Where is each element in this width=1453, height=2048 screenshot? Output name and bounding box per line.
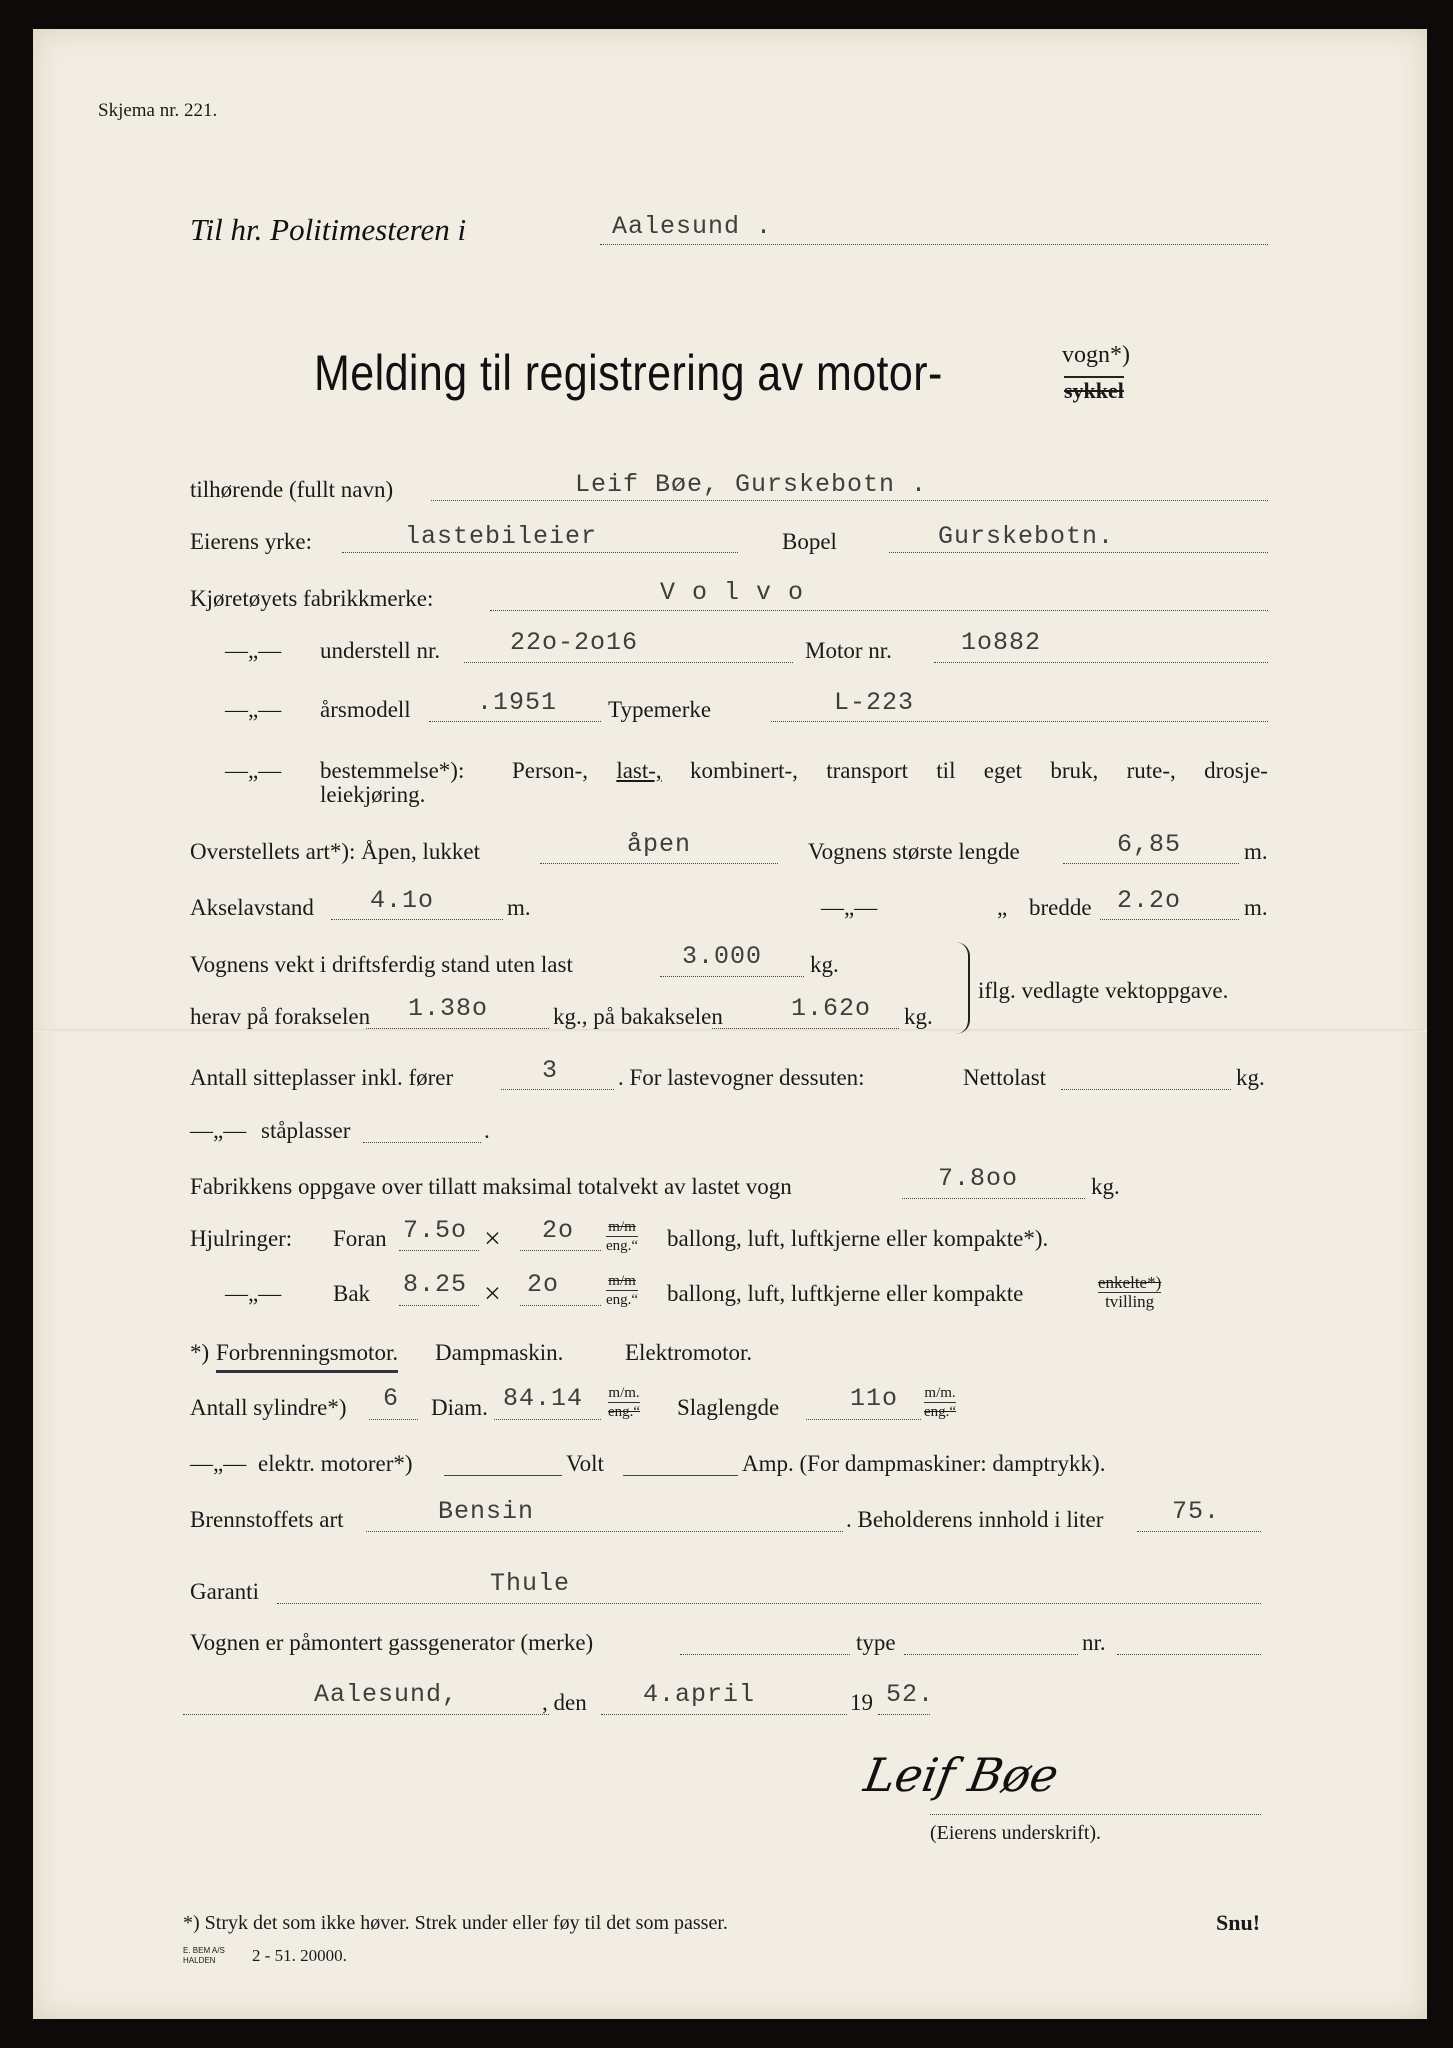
field-line — [904, 1654, 1078, 1655]
width-value: 2.2o — [1117, 886, 1182, 915]
unit-m: m. — [507, 895, 531, 920]
ditto-mark: —„— — [225, 1281, 282, 1306]
year-label: årsmodell — [320, 697, 411, 722]
amp-label: Amp. (For dampmaskiner: damptrykk). — [742, 1451, 1106, 1476]
type-value: L-223 — [834, 688, 915, 717]
field-line — [342, 552, 738, 553]
unit-mm: m/m — [606, 1272, 638, 1291]
unit-mm: m/m. — [608, 1385, 640, 1401]
purpose-option: rute-, — [1126, 758, 1176, 783]
unit-kg: kg. — [1236, 1065, 1265, 1090]
purpose-option: eget — [983, 758, 1023, 783]
volt-label: Volt — [566, 1451, 604, 1476]
printer-mark — [183, 1946, 225, 1966]
printer-name: E. BEM A/S — [183, 1946, 225, 1955]
field-line — [277, 1603, 1261, 1604]
stroke-unit-fraction — [924, 1384, 956, 1421]
unit-m: m. — [1244, 895, 1268, 920]
century: 19 — [850, 1690, 873, 1715]
gas-generator-label: Vognen er påmontert gassgenerator (merke) — [190, 1630, 594, 1655]
make-value: V o l v o — [660, 578, 805, 607]
residence-value: Gurskebotn. — [938, 522, 1115, 551]
field-line — [399, 1250, 479, 1251]
purpose-option: til — [936, 758, 956, 783]
times-sign: × — [484, 1277, 501, 1310]
unit-inch: eng.“ — [608, 1404, 641, 1420]
signing-place: Aalesund, — [314, 1680, 459, 1709]
year-value: .1951 — [477, 688, 558, 717]
field-line — [660, 976, 804, 977]
motor-label: Motor nr. — [805, 638, 892, 663]
signing-date: 4.april — [643, 1680, 756, 1709]
mount-single: enkelte*) — [1098, 1273, 1162, 1292]
type-label: Typemerke — [608, 697, 712, 722]
print-info: 2 - 51. 20000. — [252, 1946, 347, 1965]
cylinders-value: 6 — [383, 1384, 400, 1413]
purpose-option: transport — [826, 758, 908, 783]
occupation-value: lastebileier — [405, 522, 598, 551]
engine-option-steam: Dampmaskin. — [435, 1340, 564, 1365]
footnote: *) Stryk det som ikke høver. Strek under eller føy til det som passer. — [183, 1912, 728, 1934]
field-line — [363, 1142, 481, 1143]
wheelbase-label: Akselavstand — [190, 895, 314, 920]
rear-tire-label: Bak — [333, 1281, 371, 1306]
unit-inch: eng.“ — [606, 1292, 639, 1308]
tank-label: . Beholderens innhold i liter — [846, 1507, 1104, 1532]
signature-line — [930, 1814, 1261, 1815]
ditto-mark: —„— — [225, 758, 282, 783]
unit-kg: kg. — [810, 952, 839, 977]
gas-nr-label: nr. — [1082, 1630, 1106, 1655]
field-line — [902, 1198, 1085, 1199]
title-option-sykkel: sykkel — [1064, 378, 1124, 403]
unit-inch: eng.“ — [924, 1404, 957, 1420]
gas-type-label: type — [856, 1630, 896, 1655]
max-weight-label: Fabrikkens oppgave over tillatt maksimal totalvekt av lastet vogn — [190, 1174, 792, 1199]
field-line — [429, 721, 601, 722]
field-line — [889, 552, 1268, 553]
cargo-label: . For lastevogner dessuten: — [618, 1065, 865, 1090]
field-line — [520, 1250, 601, 1251]
field-line — [1117, 1654, 1261, 1655]
field-line — [501, 1089, 614, 1090]
field-line — [399, 1305, 479, 1306]
ditto-mark: —„— — [821, 895, 878, 920]
field-line — [369, 1419, 418, 1420]
front-rim: 2o — [542, 1216, 575, 1245]
diameter-unit-fraction — [608, 1384, 640, 1421]
wheelbase-value: 4.1o — [370, 886, 435, 915]
make-label: Kjøretøyets fabrikkmerke: — [190, 586, 434, 611]
motor-value: 1o882 — [961, 628, 1042, 657]
signature-label: (Eierens underskrift). — [930, 1822, 1102, 1844]
fuel-label: Brennstoffets art — [190, 1507, 344, 1532]
guarantee-value: Thule — [490, 1569, 571, 1598]
stroke-label: Slaglengde — [677, 1395, 780, 1420]
turn-over-note: Snu! — [1216, 1910, 1261, 1935]
seats-label: Antall sitteplasser inkl. fører — [190, 1065, 454, 1090]
mount-twin: tvilling — [1105, 1292, 1155, 1311]
field-line — [540, 863, 778, 864]
purpose-label: bestemmelse*): — [320, 758, 465, 783]
purpose-options — [512, 758, 1268, 784]
printer-city: HALDEN — [183, 1956, 216, 1965]
unit-m: m. — [1244, 839, 1268, 864]
rear-tire-types: ballong, luft, luftkjerne eller kompakte — [667, 1281, 1024, 1306]
front-tire-types: ballong, luft, luftkjerne eller kompakte*). — [667, 1226, 1049, 1251]
unit-mm: m/m — [606, 1218, 638, 1237]
fuel-value: Bensin — [438, 1497, 535, 1526]
field-line — [771, 721, 1268, 722]
tire-unit-fraction — [606, 1218, 638, 1255]
diameter-label: Diam. — [431, 1395, 488, 1420]
unit-kg: kg. — [1091, 1174, 1120, 1199]
addressee-line — [600, 244, 1268, 245]
owner-signature: Leif Bøe — [860, 1748, 1063, 1802]
owner-name-value: Leif Bøe, Gurskebotn . — [575, 470, 928, 499]
field-line — [1137, 1531, 1261, 1532]
front-axle-value: 1.38o — [408, 994, 489, 1023]
field-line — [878, 1714, 930, 1715]
field-line — [183, 1714, 549, 1715]
ditto-mark: —„— — [225, 638, 282, 663]
body-label: Overstellets art*): Åpen, lukket — [190, 839, 480, 864]
cylinders-label: Antall sylindre*) — [190, 1395, 347, 1420]
residence-label: Bopel — [782, 529, 837, 554]
rear-axle-value: 1.62o — [791, 994, 872, 1023]
purpose-option: kombinert-, — [689, 758, 798, 783]
field-line — [1063, 863, 1239, 864]
length-label: Vognens største lengde — [808, 839, 1020, 864]
weight-value: 3.000 — [682, 942, 763, 971]
mount-fraction — [1098, 1274, 1161, 1311]
brace — [954, 942, 970, 1034]
field-line — [331, 919, 503, 920]
field-line — [601, 1714, 847, 1715]
rear-tire-width: 8.25 — [403, 1270, 468, 1299]
chassis-value: 22o-2o16 — [510, 628, 639, 657]
field-line — [623, 1475, 738, 1476]
width-label: bredde — [1029, 895, 1092, 920]
unit-inch: eng.“ — [606, 1238, 639, 1254]
ditto-mark: —„— — [225, 697, 282, 722]
ditto-mark: —„— — [190, 1118, 247, 1143]
unit-kg: kg. — [904, 1004, 933, 1029]
length-value: 6,85 — [1117, 830, 1182, 859]
stroke-value: 11o — [850, 1384, 899, 1413]
field-line — [1061, 1089, 1231, 1090]
rear-rim: 2o — [527, 1270, 560, 1299]
field-line — [464, 662, 793, 663]
field-line — [680, 1654, 850, 1655]
seats-value: 3 — [542, 1056, 559, 1085]
field-line — [366, 1531, 843, 1532]
occupation-label: Eierens yrke: — [190, 529, 312, 554]
purpose-option-selected: last-, — [616, 758, 662, 783]
field-line — [431, 500, 1268, 501]
chassis-label: understell nr. — [320, 638, 441, 663]
front-tire-width: 7.5o — [403, 1216, 468, 1245]
max-weight-value: 7.8oo — [938, 1164, 1019, 1193]
front-tire-label: Foran — [333, 1226, 387, 1251]
field-line — [806, 1419, 921, 1420]
field-line — [490, 610, 1268, 611]
tire-unit-fraction — [606, 1272, 638, 1309]
engine-star: *) — [190, 1340, 210, 1365]
field-line — [444, 1475, 562, 1476]
field-line — [494, 1419, 601, 1420]
addressee-label: Til hr. Politimesteren i — [190, 212, 467, 247]
form-title: Melding til registrering av motor- — [314, 345, 943, 401]
engine-option-electric: Elektromotor. — [625, 1340, 753, 1365]
electric-motors-label: elektr. motorer*) — [258, 1451, 413, 1476]
purpose-option: drosje- — [1204, 758, 1268, 783]
field-line — [712, 1028, 899, 1029]
tires-label: Hjulringer: — [190, 1226, 293, 1251]
diameter-value: 84.14 — [503, 1384, 584, 1413]
guarantee-label: Garanti — [190, 1579, 259, 1604]
standing-label: ståplasser — [261, 1118, 351, 1143]
standing-end: . — [484, 1118, 490, 1143]
rear-axle-label: kg., på bakakselen — [553, 1004, 723, 1029]
title-option-vogn: vogn*) — [1062, 342, 1130, 368]
field-line — [520, 1305, 601, 1306]
field-line — [934, 662, 1268, 663]
purpose-line2: leiekjøring. — [320, 782, 426, 807]
net-load-label: Nettolast — [963, 1065, 1047, 1090]
front-axle-label: herav på forakselen — [190, 1004, 371, 1029]
engine-option-combustion: Forbrenningsmotor. — [216, 1340, 398, 1373]
signing-year: 52. — [886, 1680, 935, 1709]
ditto-quote: „ — [997, 895, 1008, 920]
ditto-mark: —„— — [190, 1451, 247, 1476]
addressee-value: Aalesund . — [612, 212, 773, 241]
form-number: Skjema nr. 221. — [98, 100, 218, 121]
tank-value: 75. — [1172, 1497, 1221, 1526]
weight-note: iflg. vedlagte vektoppgave. — [978, 978, 1229, 1003]
field-line — [1100, 919, 1239, 920]
purpose-option: Person-, — [512, 758, 589, 783]
field-line — [366, 1028, 549, 1029]
den-label: , den — [542, 1690, 587, 1715]
owner-name-label: tilhørende (fullt navn) — [190, 477, 394, 502]
unit-mm: m/m. — [924, 1385, 956, 1401]
body-value: åpen — [627, 830, 692, 859]
times-sign: × — [484, 1222, 501, 1255]
purpose-option: bruk, — [1050, 758, 1099, 783]
weight-label: Vognens vekt i driftsferdig stand uten last — [190, 952, 573, 977]
